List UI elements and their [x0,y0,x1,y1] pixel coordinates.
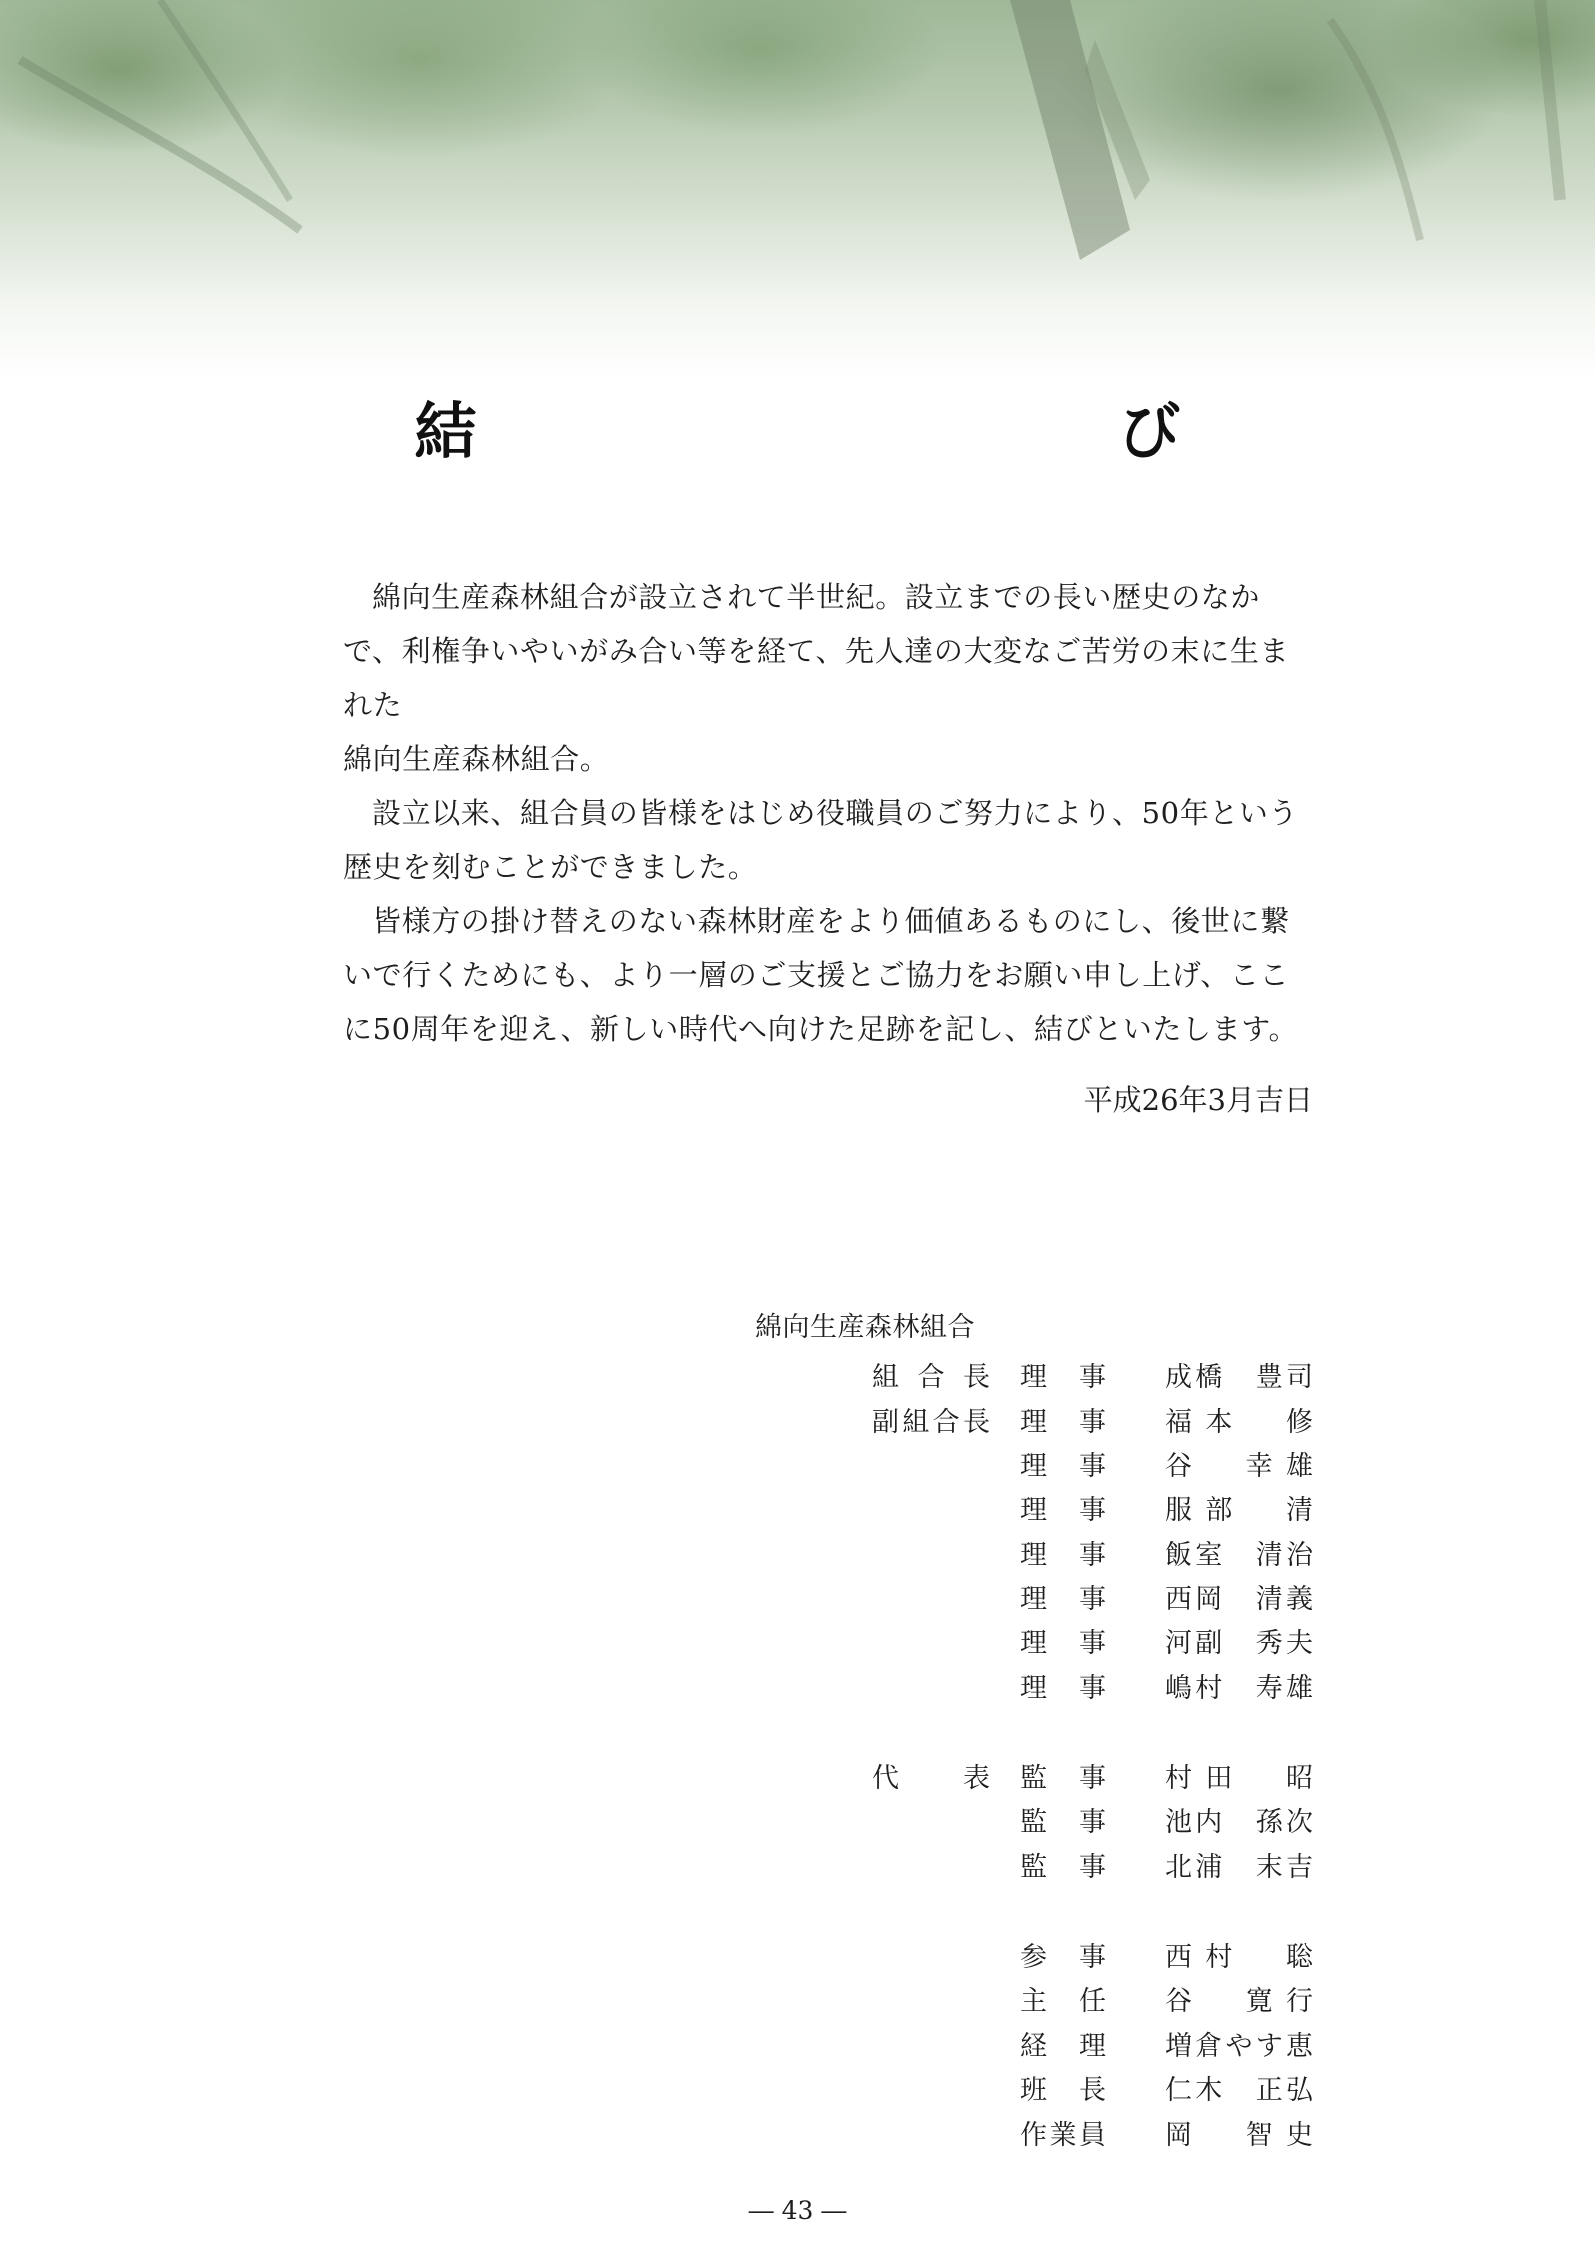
roster-row [0,1488,1595,1528]
roster-row [0,2068,1595,2108]
roster-row [0,1621,1595,1661]
roster-row [0,1845,1595,1885]
roster-row [0,1979,1595,2019]
page-title: 結 び [414,395,1471,468]
roster-role: 班長 [1020,2075,1106,2106]
roster-role: 理事 [1020,1673,1106,1704]
roster-name: 福本 修 [1165,1407,1313,1438]
paragraph-1-continued: 綿向生産森林組合。 [343,742,610,776]
roster-name: 河副 秀夫 [1165,1628,1313,1659]
roster-role: 監事 [1020,1852,1106,1883]
roster-role: 理事 [1020,1407,1106,1438]
roster-name: 北浦 末吉 [1165,1852,1313,1883]
roster-row [0,1666,1595,1706]
roster-row [0,2024,1595,2064]
roster-title: 組合長 [872,1362,990,1393]
roster-name: 服部 清 [1165,1495,1313,1526]
roster-row [0,1756,1595,1796]
roster-name: 西岡 清義 [1165,1584,1313,1615]
roster-row [0,1935,1595,1975]
organization-name: 綿向生産森林組合 [755,1312,975,1343]
roster-name: 飯室 清治 [1165,1540,1313,1571]
roster-role: 理事 [1020,1451,1106,1482]
roster-row [0,1800,1595,1840]
roster-name: 増倉やす恵 [1165,2031,1313,2062]
roster-row [0,1533,1595,1573]
roster-name: 嶋村 寿雄 [1165,1673,1313,1704]
roster-role: 参事 [1020,1942,1106,1973]
paragraph-3: 皆様方の掛け替えのない森林財産をより価値あるものにし、後世に繋いで行くためにも、より一層のご支援とご協力をお願い申し上げ、ここに50周年を迎え、新しい時代へ向けた足跡を記し、結びといたします。 [343,904,1299,1046]
roster-title: 代表 [872,1763,990,1794]
page-number: ― 43 ― [748,2196,847,2225]
roster-name: 村田 昭 [1165,1763,1313,1794]
roster-role: 監事 [1020,1763,1106,1794]
roster-role: 主任 [1020,1986,1106,2017]
roster-row [0,1444,1595,1484]
roster-role: 経理 [1020,2031,1106,2062]
paragraph-1: 綿向生産森林組合が設立されて半世紀。設立までの長い歴史のなかで、利権争いやいがみ合い等を経て、先人達の大変なご苦労の末に生まれた [343,580,1290,722]
roster-row [0,1400,1595,1440]
roster-name: 谷 寛行 [1165,1986,1313,2017]
roster-name: 谷 幸雄 [1165,1451,1313,1482]
roster-row [0,2113,1595,2153]
roster-role: 理事 [1020,1540,1106,1571]
roster-name: 池内 孫次 [1165,1807,1313,1838]
roster-role: 理事 [1020,1628,1106,1659]
roster-row [0,1355,1595,1395]
roster-title: 副組合長 [872,1407,990,1438]
roster-role: 理事 [1020,1495,1106,1526]
roster-name: 成橋 豊司 [1165,1362,1313,1393]
paragraph-2: 設立以来、組合員の皆様をはじめ役職員のご努力により、50年という歴史を刻むことができました。 [343,796,1299,884]
roster-role: 理事 [1020,1584,1106,1615]
roster-name: 仁木 正弘 [1165,2075,1313,2106]
roster-role: 監事 [1020,1807,1106,1838]
roster-role: 作業員 [1020,2120,1106,2151]
roster-role: 理事 [1020,1362,1106,1393]
roster-name: 岡 智史 [1165,2120,1313,2151]
roster-row [0,1577,1595,1617]
date-line: 平成26年3月吉日 [1083,1083,1313,1117]
roster-name: 西村 聡 [1165,1942,1313,1973]
